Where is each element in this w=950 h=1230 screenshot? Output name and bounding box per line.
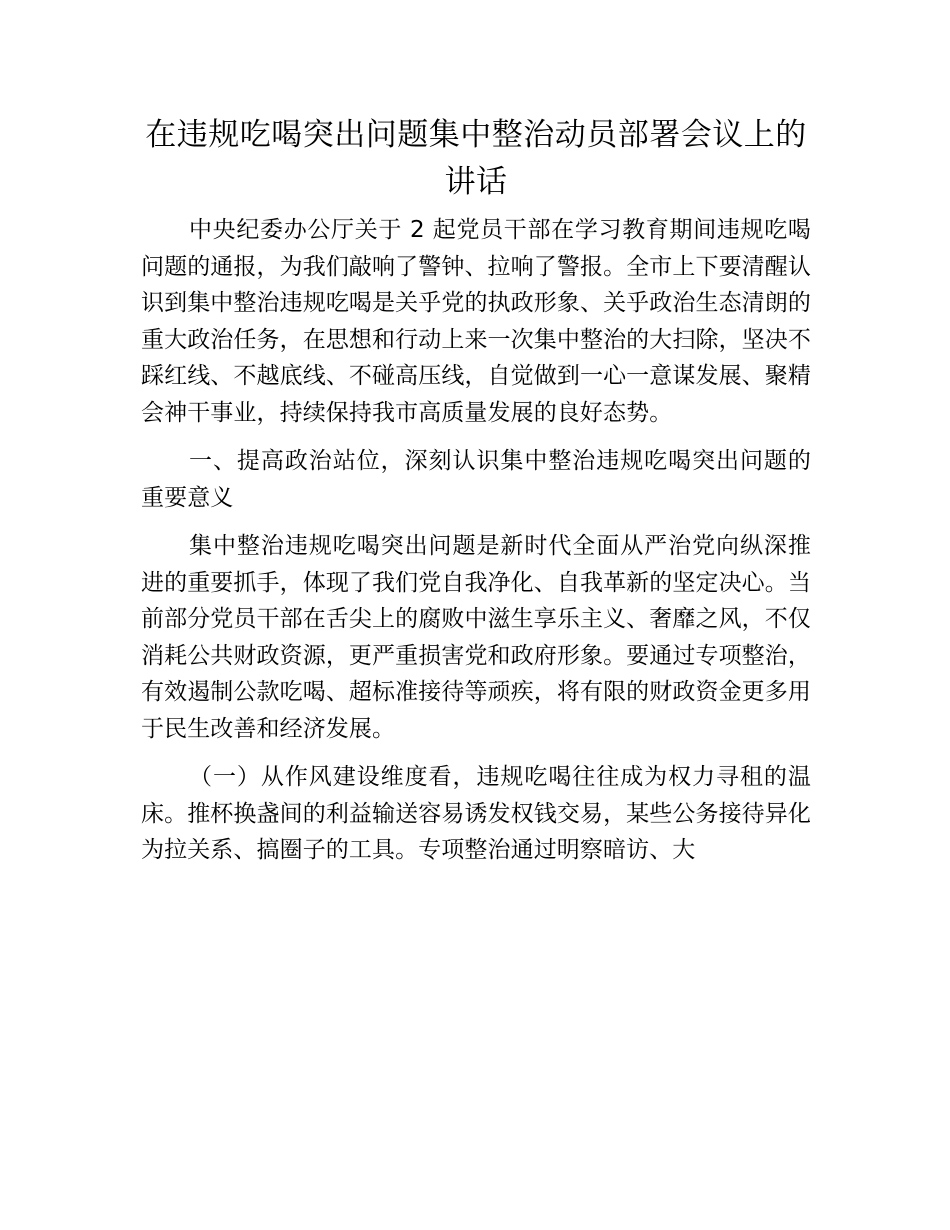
paragraph-subsection-1: （一）从作风建设维度看，违规吃喝往往成为权力寻租的温床。推杯换盏间的利益输送容易诱发权钱交易，某些公务接待异化为拉关系、搞圈子的工具。专项整治通过明察暗访、大 — [141, 764, 811, 863]
paragraph-significance: 集中整治违规吃喝突出问题是新时代全面从严治党向纵深推进的重要抓手，体现了我们党自我净化、自我革新的坚定决心。当前部分党员干部在舌尖上的腐败中滋生享乐主义、奢靡之风，不仅消耗公共财政资源，更严重损害党和政府形象。要通过专项整治，有效遏制公款吃喝、超标准接待等顽疾，将有限的财政资金更多用于民生改善和经济发展。 — [141, 533, 811, 742]
section-heading-1: 一、提高政治站位，深刻认识集中整治违规吃喝突出问题的重要意义 — [141, 448, 811, 511]
document-page — [141, 112, 811, 869]
paragraph-intro: 中央纪委办公厅关于 2 起党员干部在学习教育期间违规吃喝问题的通报，为我们敲响了警钟、拉响了警报。全市上下要清醒认识到集中整治违规吃喝是关乎党的执政形象、关乎政治生态清朗的重大政治任务，在思想和行动上来一次集中整治的大扫除，坚决不踩红线、不越底线、不碰高压线，自觉做到一心一意谋发展、聚精会神干事业，持续保持我市高质量发展的良好态势。 — [141, 217, 811, 426]
document-title: 在违规吃喝突出问题集中整治动员部署会议上的讲话 — [145, 117, 807, 200]
